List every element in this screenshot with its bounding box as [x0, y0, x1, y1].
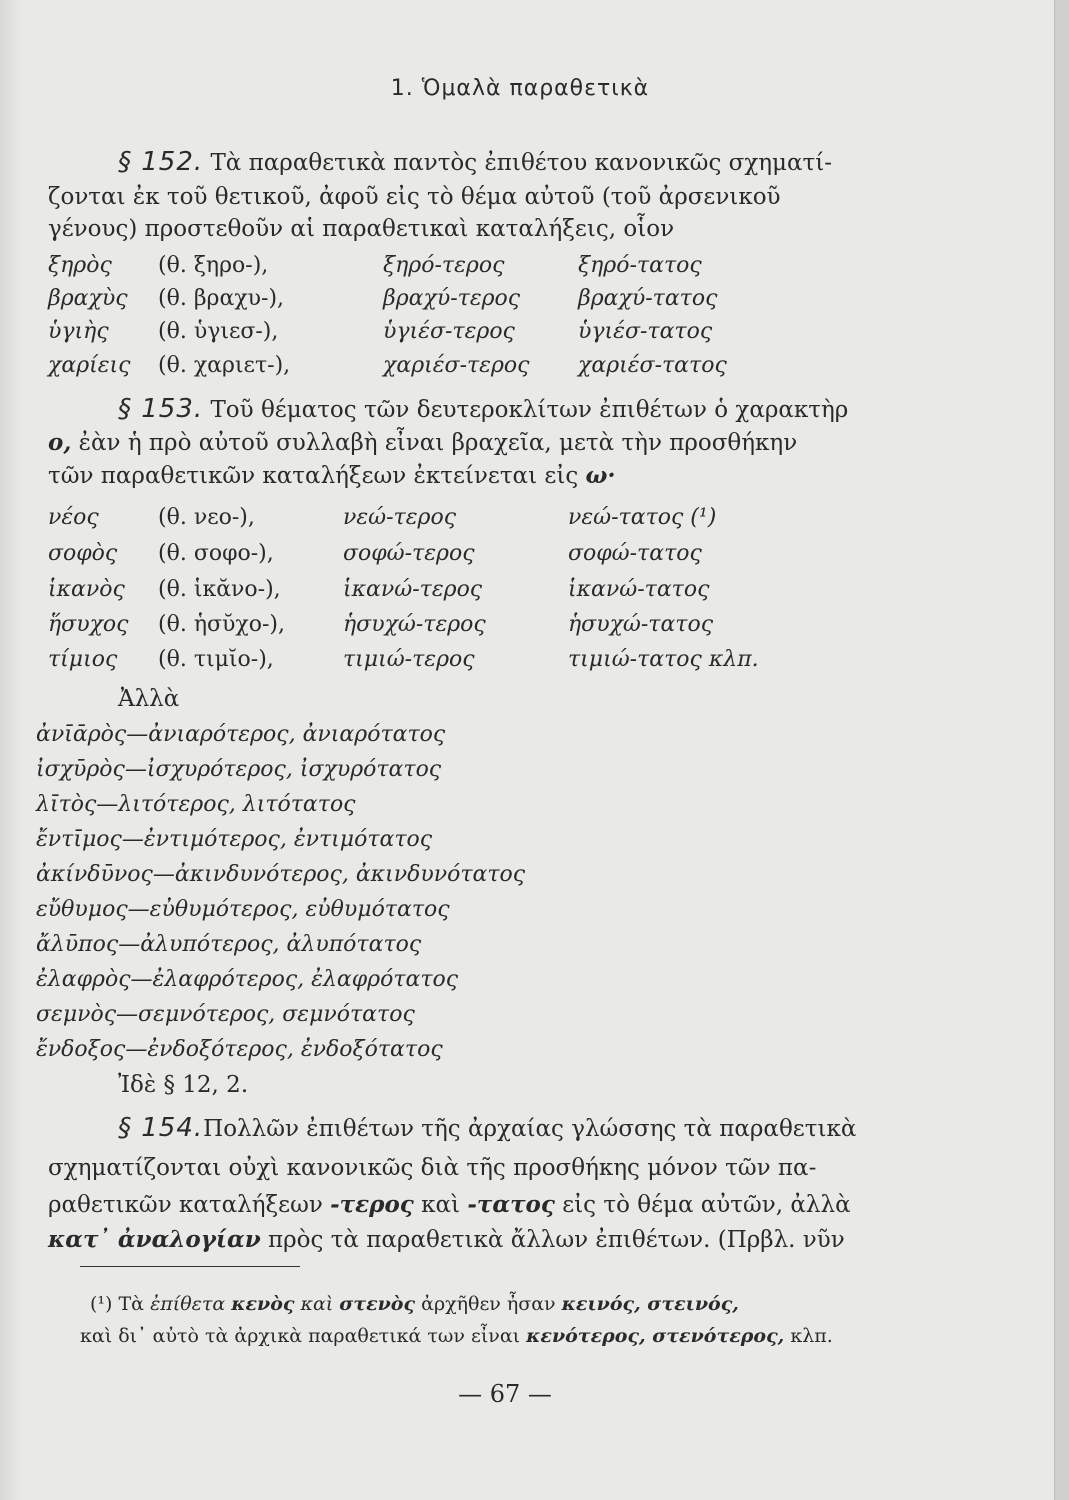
p153-text-1: Τοῦ θέματος τῶν δευτεροκλίτων ἐπιθέτων ὁ χαρακτὴρ	[210, 397, 849, 423]
exception-item: λῑτὸς—λιτότερος, λιτότατος	[36, 792, 356, 817]
paragraph-154-line-4	[48, 1225, 845, 1255]
exception-item: εὔθυμος—εὐθυμότερος, εὐθυμότατος	[36, 897, 450, 922]
superlative: ὑγιέσ-τατος	[578, 319, 713, 344]
superlative: βραχύ-τατος	[578, 286, 718, 311]
stem: (θ. ὑγιεσ-),	[158, 319, 279, 344]
table1-row	[48, 253, 828, 283]
footnote-text: κλπ.	[790, 1325, 833, 1347]
footnote-word: κενὸς	[231, 1293, 295, 1315]
table2-row	[48, 577, 828, 607]
positive-form: ξηρὸς	[48, 253, 112, 278]
footnote-line-2	[80, 1322, 833, 1350]
paragraph-153-line-3	[48, 461, 615, 491]
paragraph-154-line-1	[118, 1113, 856, 1144]
p153-text-3: τῶν παραθετικῶν καταλήξεων ἐκτείνεται εἰς	[48, 463, 579, 489]
kat-analogian: κατ᾽ ἀναλογίαν	[48, 1226, 261, 1253]
superlative: σοφώ-τατος	[568, 541, 702, 566]
comparative: βραχύ-τερος	[383, 286, 521, 311]
comparative: ξηρό-τερος	[383, 253, 505, 278]
stem: (θ. ἡσῠχο-),	[158, 612, 285, 637]
exception-item: ἐλαφρὸς—ἐλαφρότερος, ἐλαφρότατος	[36, 967, 459, 992]
suffix-teros: -τερος	[330, 1191, 414, 1218]
exception-item: ἰσχῡρὸς—ἰσχυρότερος, ἰσχυρότατος	[36, 757, 442, 782]
comparative: σοφώ-τερος	[343, 541, 475, 566]
footnote-word: κεινός, στεινός,	[561, 1293, 739, 1315]
paragraph-154-line-2: σχηματίζονται οὐχὶ κανονικῶς διὰ τῆς προσθήκης μόνον τῶν πα-	[48, 1155, 817, 1181]
exception-item: ἀνῑᾱρὸς—ἀνιαρότερος, ἀνιαρότατος	[36, 722, 446, 747]
section-number-154: § 154.	[118, 1113, 204, 1143]
section-heading: 1. Ὁμαλὰ παραθετικὰ	[390, 76, 650, 101]
exception-item: ἀκίνδῡνος—ἀκινδυνότερος, ἀκινδυνότατος	[36, 862, 526, 887]
exception-item: ἔνδοξος—ἐνδοξότερος, ἐνδοξότατος	[36, 1037, 443, 1062]
footnote-text: Τὰ	[118, 1293, 145, 1315]
p154-kai: καὶ	[421, 1192, 461, 1218]
stem: (θ. σοφο-),	[158, 541, 274, 566]
superlative: χαριέσ-τατος	[578, 353, 727, 378]
footnote-word: στενὸς	[339, 1293, 416, 1315]
paragraph-152-line-2: ζονται ἐκ τοῦ θετικοῦ, ἀφοῦ εἰς τὸ θέμα αὐτοῦ (τοῦ ἀρσενικοῦ	[48, 184, 781, 210]
positive-form: σοφὸς	[48, 541, 118, 566]
paragraph-153-line-2	[48, 428, 797, 458]
see-reference: Ἰδὲ § 12, 2.	[118, 1072, 249, 1098]
positive-form: ἥσυχος	[48, 612, 129, 637]
comparative: χαριέσ-τερος	[383, 353, 530, 378]
superlative: νεώ-τατος (¹)	[568, 505, 717, 530]
exception-item: ἄλῡπος—ἀλυπότερος, ἀλυπότατος	[36, 932, 422, 957]
superlative: ἱκανώ-τατος	[568, 577, 710, 602]
stem: (θ. ξηρο-),	[158, 253, 269, 278]
exception-item: ἔντῑμος—ἐντιμότερος, ἐντιμότατος	[36, 827, 433, 852]
p154-text-3a: ραθετικῶν καταλήξεων	[48, 1192, 323, 1218]
superlative: ἡσυχώ-τατος	[568, 612, 714, 637]
exception-item: σεμνὸς—σεμνότερος, σεμνότατος	[36, 1002, 415, 1027]
paragraph-152-line-1	[118, 147, 832, 178]
footnote-text: καὶ δι᾽ αὐτὸ τὰ ἀρχικὰ παραθετικά των εἶναι	[80, 1325, 521, 1347]
footnote-rule	[80, 1266, 300, 1267]
table1-row	[48, 319, 828, 349]
p154-text-3b: εἰς τὸ θέμα αὐτῶν, ἀλλὰ	[562, 1192, 851, 1218]
footnote-word: κενότερος, στενότερος,	[526, 1325, 785, 1347]
superlative: ξηρό-τατος	[578, 253, 702, 278]
positive-form: νέος	[48, 505, 99, 530]
positive-form: βραχὺς	[48, 286, 128, 311]
comparative: νεώ-τερος	[343, 505, 457, 530]
stem: (θ. ἱκᾰνο-),	[158, 577, 281, 602]
comparative: τιμιώ-τερος	[343, 647, 475, 672]
footnote-text: ἐπίθετα	[150, 1293, 226, 1315]
footnote-text: ἀρχῆθεν ἦσαν	[421, 1293, 556, 1315]
footnote-text: καὶ	[300, 1293, 334, 1315]
stem: (θ. νεο-),	[158, 505, 255, 530]
stem: (θ. βραχυ-),	[158, 286, 285, 311]
alla-label: Ἀλλὰ	[118, 686, 180, 712]
positive-form: τίμιος	[48, 647, 118, 672]
p153-text-2: ἐὰν ἡ πρὸ αὐτοῦ συλλαβὴ εἶναι βραχεῖα, μετὰ τὴν προσθήκην	[78, 430, 798, 456]
footnote-line-1	[90, 1290, 739, 1318]
comparative: ἱκανώ-τερος	[343, 577, 483, 602]
suffix-tatos: -τατος	[467, 1191, 555, 1218]
page-gutter	[0, 0, 22, 1500]
p152-text-1: Τὰ παραθετικὰ παντὸς ἐπιθέτου κανονικῶς σχηματί-	[210, 150, 833, 176]
character-omega: ω·	[585, 462, 616, 489]
positive-form: ὑγιὴς	[48, 319, 109, 344]
section-number-152: § 152.	[118, 147, 204, 177]
table1-row	[48, 353, 828, 383]
stem: (θ. χαριετ-),	[158, 353, 291, 378]
paragraph-152-line-3: γένους) προστεθοῦν αἱ παραθετικαὶ καταλήξεις, οἷον	[48, 216, 675, 242]
footnote-mark: (¹)	[90, 1293, 113, 1315]
table2-row	[48, 505, 828, 535]
table1-row	[48, 286, 828, 316]
stem: (θ. τιμῐο-),	[158, 647, 274, 672]
superlative: τιμιώ-τατος κλπ.	[568, 647, 759, 672]
table2-row	[48, 647, 828, 677]
table2-row	[48, 541, 828, 571]
p154-text-4: πρὸς τὰ παραθετικὰ ἄλλων ἐπιθέτων. (Πρβλ. νῦν	[268, 1227, 845, 1253]
comparative: ὑγιέσ-τερος	[383, 319, 515, 344]
character-o: ο,	[48, 429, 72, 456]
paragraph-153-line-1	[118, 394, 848, 425]
positive-form: χαρίεις	[48, 353, 131, 378]
page-number: — 67 —	[458, 1380, 552, 1408]
table2-row	[48, 612, 828, 642]
paragraph-154-line-3	[48, 1190, 851, 1220]
section-number-153: § 153.	[118, 394, 204, 424]
comparative: ἡσυχώ-τερος	[343, 612, 486, 637]
p154-text-1: Πολλῶν ἐπιθέτων τῆς ἀρχαίας γλώσσης τὰ παραθετικὰ	[203, 1116, 857, 1142]
positive-form: ἱκανὸς	[48, 577, 125, 602]
page-edge	[1054, 0, 1069, 1500]
